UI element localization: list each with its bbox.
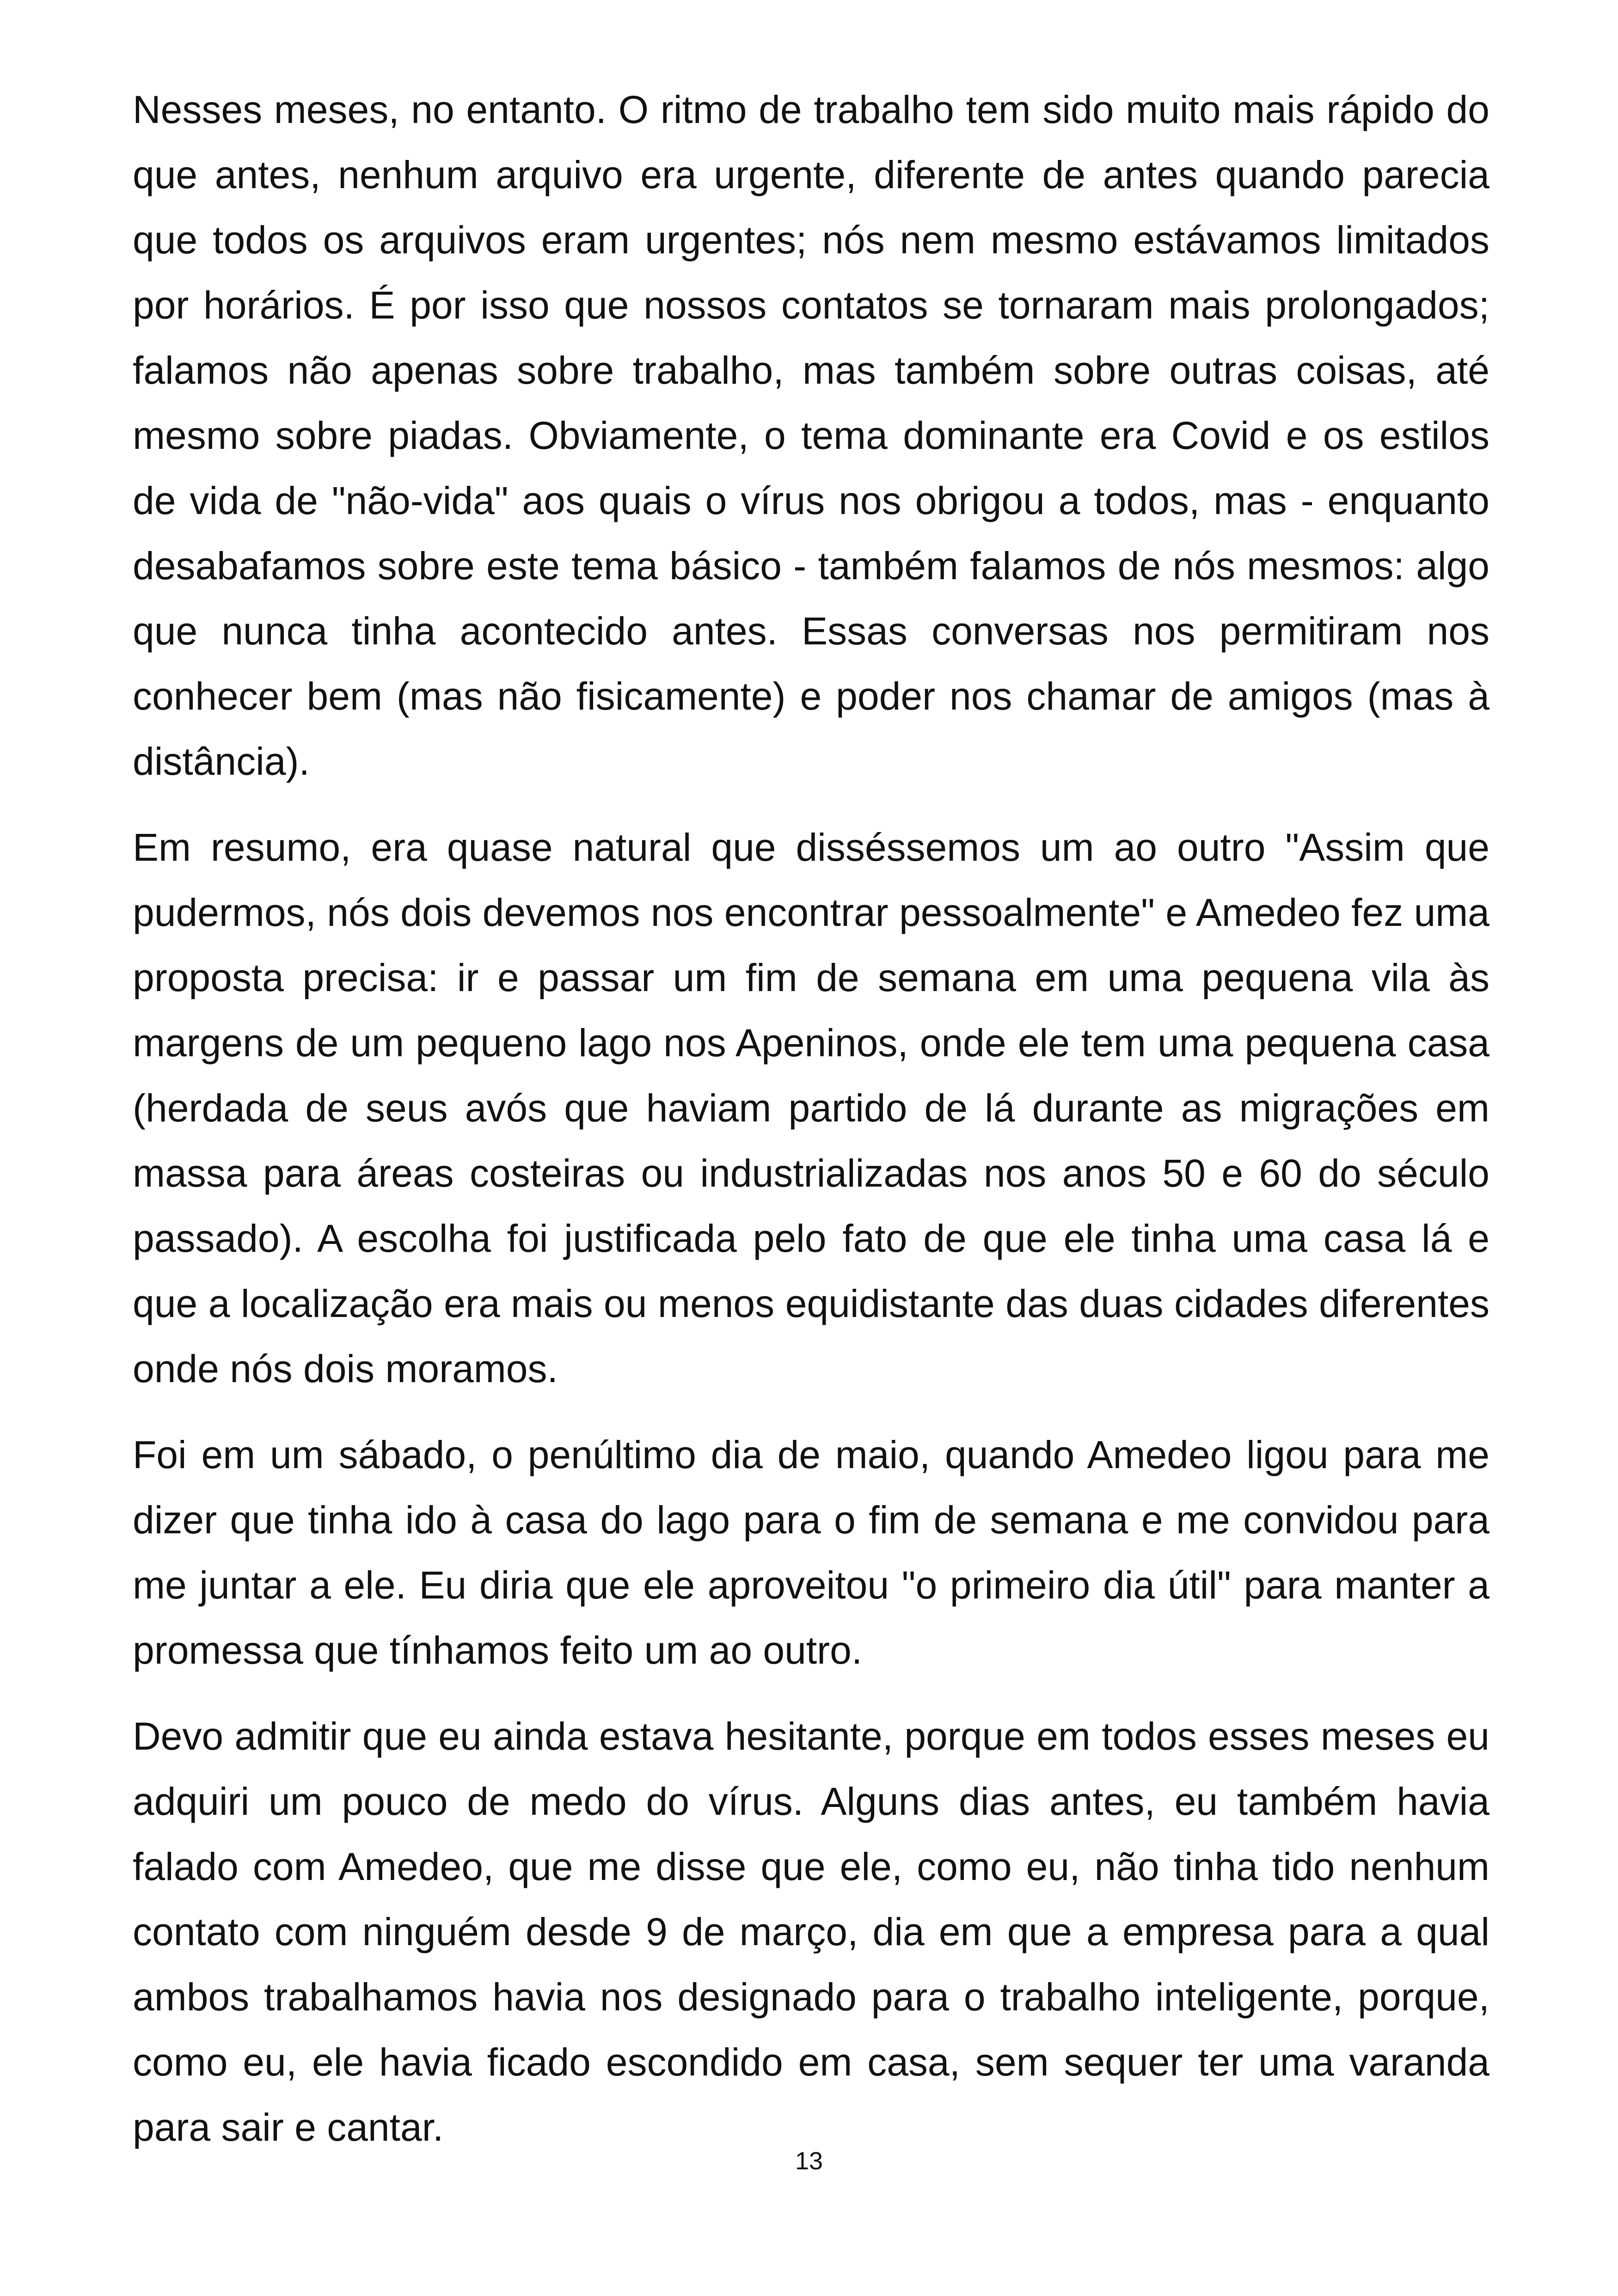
paragraph-4: Devo admitir que eu ainda estava hesitante, porque em todos esses meses eu adquiri um pouco de medo do vírus. Alguns dias antes, eu também havia falado com Amedeo, que me disse que ele, como eu, não tinha tido nenhum contato com ninguém desde 9 de março, dia em que a empresa para a qual ambos trabalhamos havia nos designado para o trabalho inteligente, porque, como eu, ele havia ficado escondido em casa, sem sequer ter uma varanda para sair e cantar.: [133, 1714, 1489, 2149]
paragraph-2: Em resumo, era quase natural que disséssemos um ao outro "Assim que pudermos, nós dois devemos nos encontrar pessoalmente" e Amedeo fez uma proposta precisa: ir e passar um fim de semana em uma pequena vila às margens de um pequeno lago nos Apeninos, onde ele tem uma pequena casa (herdada de seus avós que haviam partido de lá durante as migrações em massa para áreas costeiras ou industrializadas nos anos 50 e 60 do século passado). A escolha foi justificada pelo fato de que ele tinha uma casa lá e que a localização era mais ou menos equidistante das duas cidades diferentes onde nós dois moramos.: [133, 826, 1489, 1390]
page-body-text: [133, 77, 1489, 2181]
paragraph-3: Foi em um sábado, o penúltimo dia de maio, quando Amedeo ligou para me dizer que tinha ido à casa do lago para o fim de semana e me convidou para me juntar a ele. Eu diria que ele aproveitou "o primeiro dia útil" para manter a promessa que tínhamos feito um ao outro.: [133, 1433, 1489, 1672]
page-number: 13: [795, 2147, 823, 2175]
paragraph-1: Nesses meses, no entanto. O ritmo de trabalho tem sido muito mais rápido do que antes, nenhum arquivo era urgente, diferente de antes quando parecia que todos os arquivos eram urgentes; nós nem mesmo estávamos limitados por horários. É por isso que nossos contatos se tornaram mais prolongados; falamos não apenas sobre trabalho, mas também sobre outras coisas, até mesmo sobre piadas. Obviamente, o tema dominante era Covid e os estilos de vida de "não-vida" aos quais o vírus nos obrigou a todos, mas - enquanto desabafamos sobre este tema básico - também falamos de nós mesmos: algo que nunca tinha acontecido antes. Essas conversas nos permitiram nos conhecer bem (mas não fisicamente) e poder nos chamar de amigos (mas à distância).: [133, 88, 1489, 783]
